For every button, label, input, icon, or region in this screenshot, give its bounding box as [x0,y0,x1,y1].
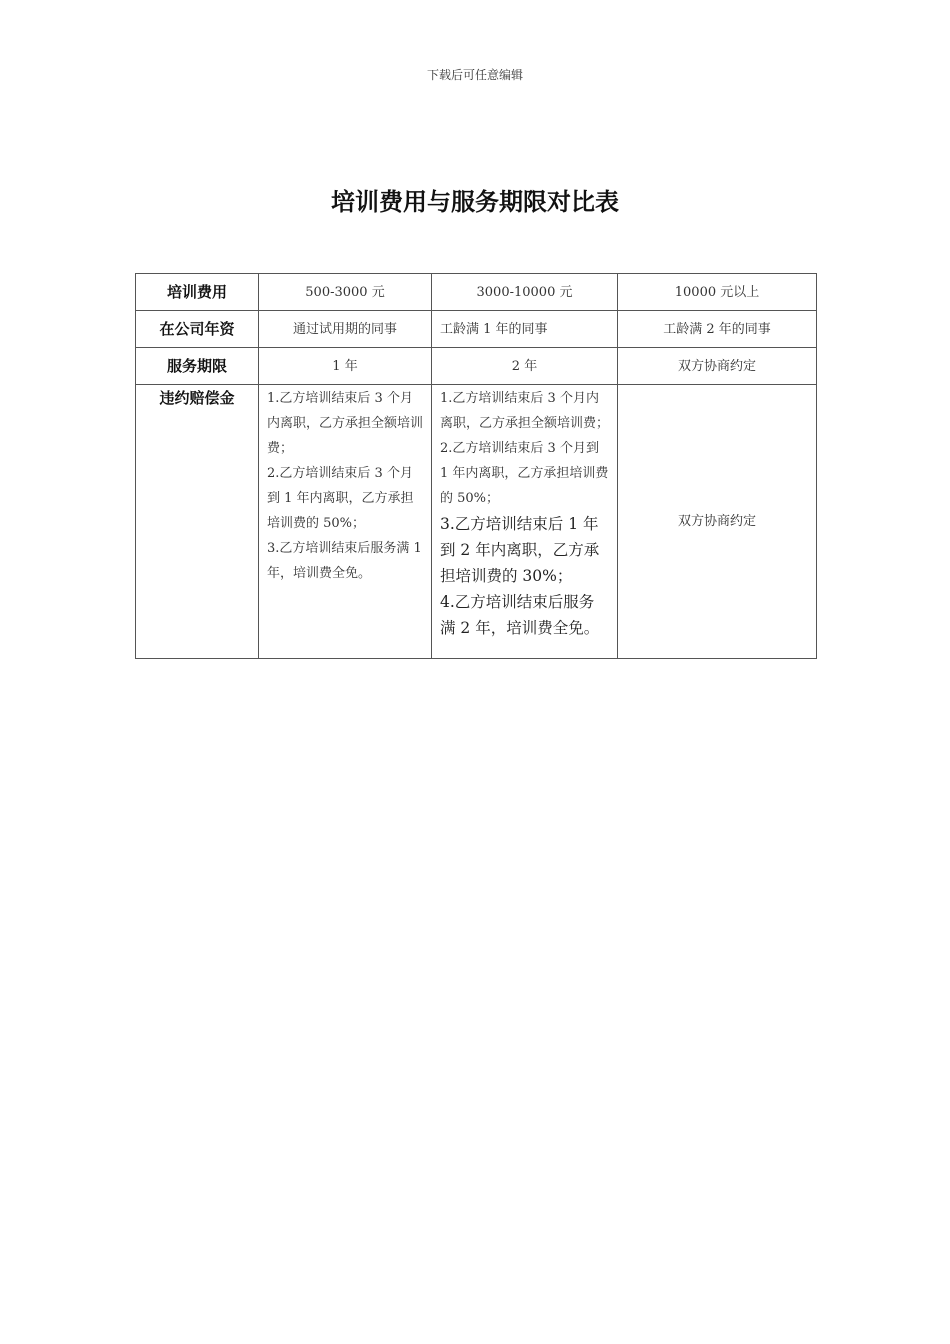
table-row-seniority [136,311,817,348]
penalty-term: 3.乙方培训结束后 1 年到 2 年内离职，乙方承担培训费的 30%； [440,515,600,585]
table-cell: 双方协商约定 [618,348,817,385]
penalty-terms-col1 [259,385,432,659]
penalty-term: 2.乙方培训结束后 3 个月到 1 年内离职，乙方承担培训费的 50%； [440,441,609,506]
table-cell: 500-3000 元 [259,274,432,311]
row-header-seniority: 在公司年资 [136,311,259,348]
table-cell: 1 年 [259,348,432,385]
penalty-term: 3.乙方培训结束后服务满 1 年，培训费全免。 [267,541,422,581]
table-cell: 通过试用期的同事 [259,311,432,348]
row-header-training-cost: 培训费用 [136,274,259,311]
penalty-terms-col2 [432,385,618,659]
penalty-terms-col3: 双方协商约定 [618,385,817,659]
penalty-term: 1.乙方培训结束后 3 个月内离职，乙方承担全额培训费； [440,391,610,431]
table-cell: 2 年 [432,348,618,385]
penalty-term: 1.乙方培训结束后 3 个月内离职，乙方承担全额培训费； [267,391,424,456]
header-note: 下载后可任意编辑 [426,68,523,82]
penalty-term: 4.乙方培训结束后服务满 2 年，培训费全免。 [440,593,600,637]
table-cell: 10000 元以上 [618,274,817,311]
table-row-penalty [136,385,817,659]
penalty-term: 2.乙方培训结束后 3 个月到 1 年内离职，乙方承担培训费的 50%； [267,466,414,531]
table-row-service-period [136,348,817,385]
row-header-penalty: 违约赔偿金 [136,385,259,659]
comparison-table [135,273,817,659]
document-title: 培训费用与服务期限对比表 [331,188,619,216]
table-row-training-cost [136,274,817,311]
table-cell: 工龄满 1 年的同事 [432,311,618,348]
table-cell: 工龄满 2 年的同事 [618,311,817,348]
row-header-service-period: 服务期限 [136,348,259,385]
table-cell: 3000-10000 元 [432,274,618,311]
